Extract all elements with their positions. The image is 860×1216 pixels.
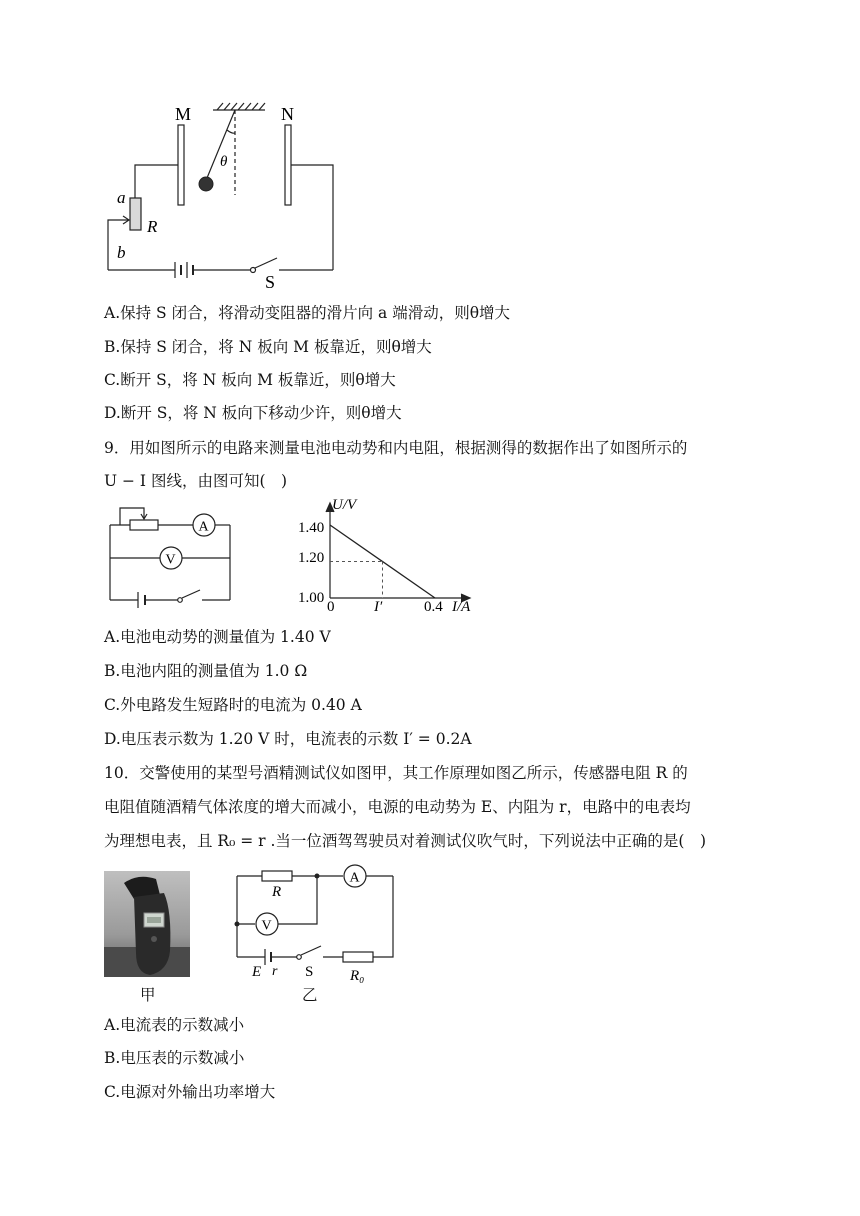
- q9-option-b: B.电池内阻的测量值为 1.0 Ω: [104, 662, 308, 680]
- q10-stem-line1: 10．交警使用的某型号酒精测试仪如图甲，其工作原理如图乙所示，传感器电阻 R 的: [104, 764, 688, 782]
- y-axis-label: U/V: [332, 497, 357, 513]
- voltmeter-label: V: [165, 552, 176, 568]
- voltmeter-label: V: [261, 918, 272, 934]
- x-axis-label: I/A: [452, 599, 471, 615]
- x-tick-0: 0: [327, 599, 335, 615]
- x-tick-i-prime: I′: [374, 599, 383, 615]
- q10-option-c: C.电源对外输出功率增大: [104, 1083, 276, 1101]
- capacitor-pendulum-figure: [95, 100, 355, 290]
- breathalyzer-photo: [104, 871, 190, 977]
- label-theta: θ: [220, 154, 228, 170]
- q9-stem-line2: U − I 图线，由图可知( ): [104, 472, 288, 490]
- circuit-caption: 乙: [302, 986, 318, 1004]
- label-r: R: [147, 217, 158, 236]
- label-s: S: [305, 964, 314, 980]
- q9-option-c: C.外电路发生短路时的电流为 0.40 A: [104, 696, 362, 714]
- label-e: E: [252, 964, 262, 980]
- q9-stem-line1: 9．用如图所示的电路来测量电池电动势和内电阻，根据测得的数据作出了如图所示的: [104, 439, 688, 457]
- x-tick-0-4: 0.4: [424, 599, 443, 615]
- alcohol-tester-circuit: [225, 862, 405, 992]
- ammeter-label: A: [349, 870, 360, 886]
- q9-circuit-diagram: [100, 500, 240, 610]
- y-tick-1-00: 1.00: [298, 590, 325, 606]
- label-n: N: [281, 104, 294, 124]
- q9-option-a: A.电池电动势的测量值为 1.40 V: [104, 628, 331, 646]
- photo-caption: 甲: [140, 986, 156, 1004]
- q8-option-b: B.保持 S 闭合，将 N 板向 M 板靠近，则θ增大: [104, 338, 432, 356]
- q8-option-c: C.断开 S，将 N 板向 M 板靠近，则θ增大: [104, 371, 396, 389]
- q9-option-d: D.电压表示数为 1.20 V 时，电流表的示数 I′ = 0.2A: [104, 730, 472, 748]
- q10-stem-line3: 为理想电表，且 R₀ = r .当一位酒驾驾驶员对着测试仪吹气时，下列说法中正确的是( ): [104, 832, 707, 850]
- label-r-internal: r: [272, 964, 278, 979]
- y-tick-1-20: 1.20: [298, 550, 325, 566]
- y-tick-1-40: 1.40: [298, 520, 325, 536]
- label-b: b: [117, 243, 126, 262]
- q10-option-a: A.电流表的示数减小: [104, 1016, 245, 1034]
- u-i-graph: [290, 495, 490, 615]
- label-a: a: [117, 188, 126, 207]
- ammeter-label: A: [198, 519, 209, 535]
- q10-stem-line2: 电阻值随酒精气体浓度的增大而减小，电源的电动势为 E、内阻为 r，电路中的电表均: [104, 798, 691, 816]
- label-r0: R₀: [350, 968, 365, 984]
- q8-option-a: A.保持 S 闭合，将滑动变阻器的滑片向 a 端滑动，则θ增大: [104, 304, 511, 322]
- q10-option-b: B.电压表的示数减小: [104, 1049, 245, 1067]
- label-s: S: [265, 272, 276, 290]
- label-m: M: [175, 104, 192, 124]
- q8-option-d: D.断开 S，将 N 板向下移动少许，则θ增大: [104, 404, 402, 422]
- label-r: R: [272, 884, 282, 900]
